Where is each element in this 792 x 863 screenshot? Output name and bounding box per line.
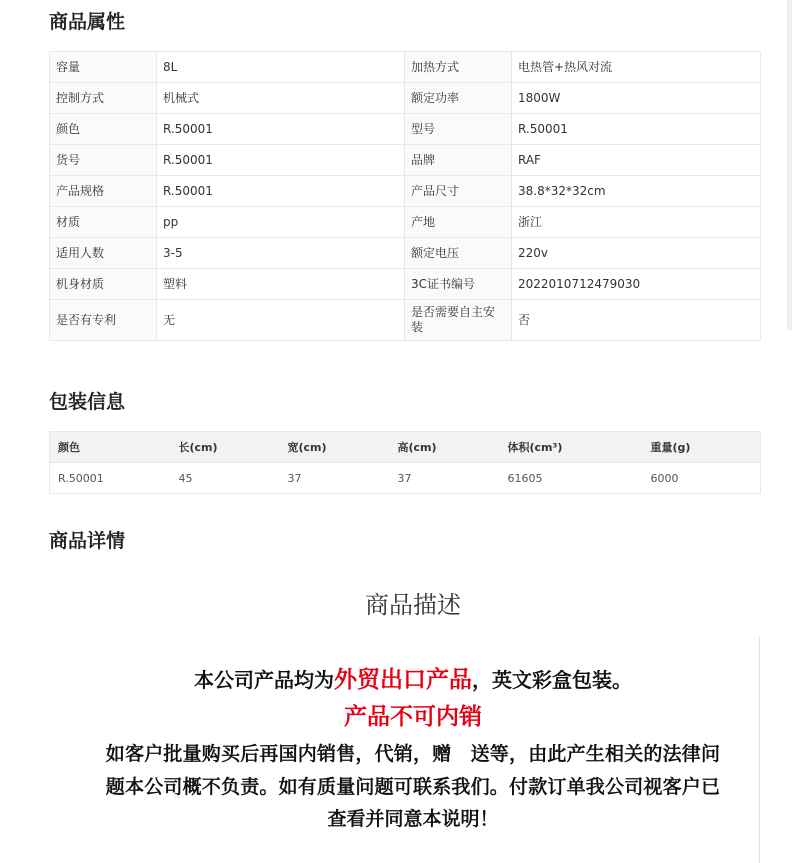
attributes-table [49,51,761,341]
attribute-value: 220v [512,238,761,269]
packaging-cell: 37 [280,463,390,494]
packaging-header-cell: 体积(cm³) [500,432,643,463]
attribute-value: 机械式 [157,83,405,114]
packaging-header-cell: 颜色 [50,432,171,463]
attribute-key: 是否需要自主安装 [405,300,512,341]
attribute-key: 适用人数 [50,238,157,269]
attribute-key: 额定电压 [405,238,512,269]
attribute-value: 2022010712479030 [512,269,761,300]
attribute-value: pp [157,207,405,238]
notice-line-export-suffix: ，英文彩盒包装。 [472,668,632,692]
packaging-cell: 61605 [500,463,643,494]
attribute-key: 产品规格 [50,176,157,207]
attribute-key: 控制方式 [50,83,157,114]
packaging-cell: 6000 [643,463,761,494]
notice-line-export-prefix: 本公司产品均为 [194,668,334,692]
attribute-value: 3-5 [157,238,405,269]
attribute-value: 否 [512,300,761,341]
attribute-value: 无 [157,300,405,341]
attribute-key: 3C证书编号 [405,269,512,300]
attribute-key: 容量 [50,52,157,83]
attribute-row [50,145,761,176]
notice-line-agreement: 查看并同意本说明！ [327,808,499,830]
attribute-value: 8L [157,52,405,83]
attribute-value: R.50001 [157,176,405,207]
attribute-key: 加热方式 [405,52,512,83]
attribute-key: 品牌 [405,145,512,176]
attribute-row [50,114,761,145]
attribute-value: 1800W [512,83,761,114]
attribute-value: RAF [512,145,761,176]
attribute-value: 38.8*32*32cm [512,176,761,207]
attribute-key: 产品尺寸 [405,176,512,207]
attribute-value: 浙江 [512,207,761,238]
description-heading: 商品描述 [365,591,461,619]
packaging-cell: 45 [171,463,280,494]
attribute-value: 电热管+热风对流 [512,52,761,83]
notice-export-highlight: 外贸出口产品 [334,666,472,693]
notice-line-resale: 如客户批量购买后再国内销售，代销，赠 送等，由此产生相关的法律问 [105,743,721,765]
attribute-key: 货号 [50,145,157,176]
attribute-value: R.50001 [157,114,405,145]
attribute-row [50,238,761,269]
packaging-cell: 37 [390,463,500,494]
attribute-value: 塑料 [157,269,405,300]
packaging-header-cell: 长(cm) [171,432,280,463]
packaging-header-row [50,432,761,463]
attribute-key: 型号 [405,114,512,145]
attribute-row [50,52,761,83]
notice-line-export [49,666,760,694]
attribute-row [50,83,761,114]
attribute-row [50,300,761,341]
attribute-row [50,269,761,300]
attribute-key: 机身材质 [50,269,157,300]
attribute-key: 是否有专利 [50,300,157,341]
attributes-title: 商品属性 [49,11,126,33]
packaging-title: 包装信息 [49,391,126,413]
attribute-key: 材质 [50,207,157,238]
packaging-table-body [50,463,761,494]
attribute-key: 产地 [405,207,512,238]
packaging-table [49,431,761,494]
packaging-row [50,463,761,494]
attribute-value: R.50001 [157,145,405,176]
attribute-row [50,176,761,207]
attribute-key: 额定功率 [405,83,512,114]
packaging-header-cell: 高(cm) [390,432,500,463]
attribute-row [50,207,761,238]
packaging-cell: R.50001 [50,463,171,494]
details-title: 商品详情 [49,530,126,552]
scroll-edge [787,0,792,330]
packaging-header-cell: 重量(g) [643,432,761,463]
packaging-header-cell: 宽(cm) [280,432,390,463]
notice-no-domestic-sale: 产品不可内销 [344,703,482,730]
description-notice [49,637,760,863]
attributes-table-body [50,52,761,341]
attribute-value: R.50001 [512,114,761,145]
notice-line-liability: 题本公司概不负责。如有质量问题可联系我们。付款订单我公司视客户已 [105,776,721,798]
attribute-key: 颜色 [50,114,157,145]
